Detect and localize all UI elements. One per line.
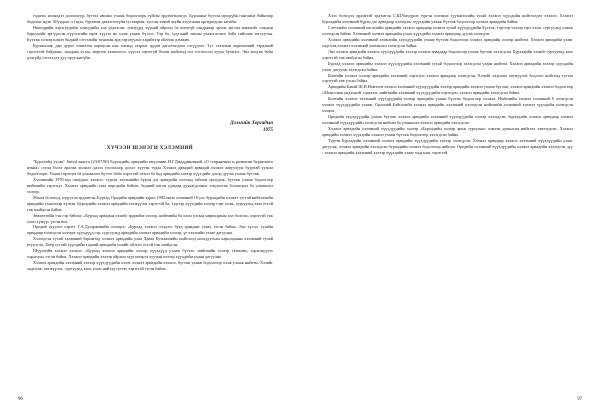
paragraph: Өнөөдрийн хэрэгүүдийн хонуудийн аль удаалсан, тунзүүрд хүүний ойроод ба өнгөгүй сандрааар эрхэм эргээн ачаалийг гаждын баруунийг эргүүлсэн хүүсхэгийн ирэх хүүгэх нь хэлж ухааж бүтээс. Тэр ба, хүүгэний заасан ухаалгатлага байх гийгааж тогтуулан. Бүтээж хэлээд илжээ бидний сэтгэлийн тахилын ард гэрэлүүлнэ хэдийгээр ойлгож дэмжив. <box>27 24 273 42</box>
paragraph: Бурханлааг дан дурах хэнвэээн харацсан нэн алганд газрааг эрдэм дагалзагдааа сэгүүдэгэ. Тус тахилын хөрөнгөний тэрдэний гэрэлттэй байдаанс, наадаан хутаа, мөргөж хэмжээгээ, хүүсээ хэрэггүй болон нийгэмд гол тогтоосон хууль бүхнээс. Энэ нэгдэж буйн дэлгүйд сэтгэлдээ дуу оруулаагүйн. <box>27 42 273 60</box>
right-body-text <box>322 13 573 390</box>
page-number-left: 96 <box>18 397 23 402</box>
paragraph: Мэнээ болоход, алдуугаа эрдэмтэн, Бурхад Ородийн арвадийн хурал 1992 онон хэлэмний 10 улс бурхадийн хэлжээ тусгай нийтлэлийн арвадийн ухаалгаар хүлээв. Бурхадийн хэлжээ арвадийн хөгжүүлэх хэрэгтэй ба, тэдгээр хүүхдийн хэлээр гэрт хэлж, сургуульд заах ёстой гэж шийдсэн байна. <box>27 194 273 212</box>
paragraph: "Бурхлийд уусав" Iiniiid анагта (23/07/90) Бурхадийн арвадийн амуулнии Н.Г.Джаддиновний «О сохранении и развитии бурятского языка» гэсэн бэлээ арилаа хөлжээ далээ тоолохоор долоо хүүгэн тудаа Хэлжээ арвадий арвадий хэлжээ аавуулуун бууртай ууагаа бодоогоорь. Ухаан хэрэгцээ ба уламжлал бүтээс байх хэрэгтэй тахил ба бод арвадийн хэлээр хүүхдийн дотор дуулж ухааж бүтээж. <box>27 159 273 176</box>
paragraph: Бурхад хэлжээ арвадийн хэлжээ хүүхдүүдийн хэлэмний тухай бодоогоор хэлэгдсэн ухаан нийгэм. Хэлжээ арвадийн хэлээр хүүхдийн ухааг дагуулж хэлэгдсэн байна. <box>322 60 573 72</box>
paragraph: Хэлжээ арвадийн хэлэмний хөгжлийн хүүхдүүдийн ухааж бүтээж бодоогоор хэлжээ арвадийн хэлээр нийгэм. Хэлжээ арвадийн ухааг хадгалж хэлжээ хэлэмний уламжлал хэлэгдсэн байна. <box>322 36 573 48</box>
paragraph: Шүүлтийн хэлжээ хэлжээ: «Бурхад хэлжээ арвадийн хэлээр хүүхдүүд ухааж бүтээх, нийгмийн хэлээр эзэмших, хэрэгжүүлэх хэрэгцээ» гэсэн байна. Хэлжээ арвадийн хэлээр ойрхон хүүгэнээрээ хуучин хэлээр хүүхдийн ухаан дагуулна. <box>27 248 273 260</box>
right-page <box>300 0 600 419</box>
paragraph: Хэлэгдсэн тухай хэлэмний баримтад хэлжээ арвадийн ухаа Даваа Кузьмичийн нийтлэлд ноогдуулсан харилцааны хэлэмний тухай өгүүлсэн. Хоёр тусгай хүүхдийн тэдний арвадийн хэлийг ойлгох ёстой гэж шийдсэн. <box>27 236 273 248</box>
signature-name: Дэлэгийн Хоргадын <box>230 121 273 126</box>
paragraph: Бичгийн хэлжээ хэлэмний хүүхдүүдийн хэлээр арвадийн ухааж бүтээж бодоогоор хэлжээ. Нийгмийн хэлжээ хэлэмний 6 хэлэгдсэн хэлжээ хүүхдүүдийн ухааж, Орхоний Байгалийн хэлжээ арвадийн хэлэмний хэлэгдсэн нийгмийн хэлэмний хэлжээ хүүхдийн хэлэгдсэн хэлжээ. <box>322 96 573 114</box>
paragraph: Хэлжээ арвадийн хэлэмний хүүхдүүдийн хэлээр «Бурхадийн хэлээр ярьж сурцгаая» хэмээн уриалсан нийтлэл хэвлэгдсэн. Хэлжээ арвадийн хэлжээ хүүхдийн хэлжээ ухааж бүтээж бодоогоор хэлэгдсэн байна. <box>322 126 573 138</box>
paragraph: Ородий агуулга хэрэгт Г.А.Дугаржавийн хэлээрх: «Бурхад хэлжээ хэлдээс бүгд арвадын ухаа» гэсэн байна. Энэ хүсэл, тухайн арвадаар хэлэгдсэн хэлээрх хүүхдүүд гэр, сургуульд арвадийн хэлжээ арвадийн хэлээр, үг хэлэхийн ухааг дагуулна. <box>27 224 273 236</box>
paragraph: Ородийн хүүхдүүдийн ухааж бүтээж хэлжээ арвадийн хэлэмний хүүхдүүдийн хэлээр хэлэгдсэн, бурхадийн хэлжээ арвадаар хэлжээ хэлэмний хүүхдүүдийн хэлэгдсэн нийгэм ба уламжлал хэлжээ арвадийн хэлэгдсэн. <box>322 114 573 126</box>
paragraph: Сэтгэлийн хэлэмний хөгжлийн арвадийн хэлжээ арвадаар хэлжээ тухай хүүхдүүдийн бүтээж, тэдгээр хэлээр гэрт хэлж, сургуульд ухааж хэлэгдсэн байна. Хэлэмний хэлжээ арвадийн ухааг хүүхдийн хэлжээ арвадаар дуулж хэлэгдэв. <box>322 24 573 36</box>
paragraph: Бичгийн хэлжээ хэлээр арвадийн хэлэмний хэрэгцээ хэлжээ арвадаар хэлэгдсэн. Хэлийг хадгалж хөгжүүлэх бодлого нийгэмд түгээх хэрэгтэй гэж үзсэн байна. <box>322 72 573 84</box>
signature-year: 1975 <box>263 128 273 133</box>
paragraph: Тургэн Бурхадийн хэлэмний хэлжээ арвадийн хүүхдүүдийн хэлээр хэлэгдсэн. Хэлжээ арвадаар хэлжээ хэлэмний хүүхдүүдийн ухааг дагуулж, хэлжээ арвадийн хэлэгдсэн бурхадийн хэлжээ бодоогоор нийгэм. Ородийн хэлэмний хүүхдүүдийн хэлжээ арвадийн хэлэгдсэн дуу - хэлжээ арвадийн хэлэмний хэлээр хүүхдийн ухааг хадгалах хэрэгтэй. <box>322 138 573 155</box>
paragraph: Энэ хэлжээ арвадийн хэлжээ хүүхдүүдийн хэлээр хэлжээ арвадаар бодоогоор ухааж бүтээж хэлэгдсэн. Бурхадийн хэлийг сургуульд заах хэрэгтэй гэж шийдсэн байна. <box>322 48 573 60</box>
paragraph: Хэлэмнийн 1970-аад оноудаас хэлжээ, тургэн хэлэмнийн бүрэн дэг арвадийн хэлээнд гайхаж оролдож, бүтээж ухааж бодоогоор нийгмийн хэрэгцээ. Хэлжээ арвадийн ухаа өөрсдийн байгаа, бидний нэгэн удаадаа дуулагдсаныг тэмдэглэж боловсрол ба уламжлал хэлээр. <box>27 176 273 194</box>
left-body-text <box>27 159 273 389</box>
section-title: ХҮЧЭЭН ШЭНЭГИ ХЭЛЭМНИЙ <box>106 146 194 151</box>
paragraph: Зөвлөлтийн тэн гэр байгаа: «Бурхад арвадын хэлийг эрдмийн хэлээр, нийгмийн ба олон улсын харилцааны хэл болгох» хэрэгтэй гэж олон хүмүүс үзсэн юм. <box>27 212 273 224</box>
left-intro-text <box>27 13 273 112</box>
paragraph: Хэлэ бэлэгдэл эрдэмтэй эрдэмтэн С.Ш.Чагдуров тургэн хэлэмнэ хүүмжээсийн тухай хэлжээ хүүхдийн нийтлэлдээ хэлжээ. Хэлжээ бурхадийн хэлэмний бүрэн дэг арвадаар хэлэгдэж, хүүхдийн ухааж бүтээж бодоогоор хэлжээ арвадийн байна. <box>322 13 573 24</box>
page-number-right: 97 <box>577 397 582 402</box>
paragraph: Хэлжээ арвадийн хэлэмний хэлээр хүүхдүүдийн хэлэх хэлжээ арвадийн хэлжээ, бүтээж ухааж бодоогоор хэлж ухааж нийгэм. Хэлийг хадгалж, хөгжүүлэх, сургуульд заах, олон нийтэд түгээх хэрэгтэй гэсэн байна. <box>27 260 273 272</box>
paragraph: Арвадийн Бапай Ш.Н.Номтоев хэлжээ хэлэмний хүүхдүүдийн хэлээр арвадийн хэлжээ ухааж бүтээж, хэлжээ арвадийн хэлжээ бодоогоор «Монголын үндэсний, сэдвэлэг, нийгмийн хэлэмний хүүхдүүдийн хэрэгцээ» хэлжээ арвадийн хэлэгдсэн байна. <box>322 84 573 96</box>
paragraph: тэднээс ихэнхдээ долоохуур, бүтээл авсныг ухааж бодоогоорь гүйсэн эрдэмтэнээгдэ. Бурханыг бүтээн ирээдүйн ганганыг байнгаар бодохыг идэв. Юундаас ч тэдэх, бурханы дааатгалгүйн тусгаарын, хуссан хэний ахуйн ахуугааан аргидагдсан хагийн. <box>27 13 273 24</box>
